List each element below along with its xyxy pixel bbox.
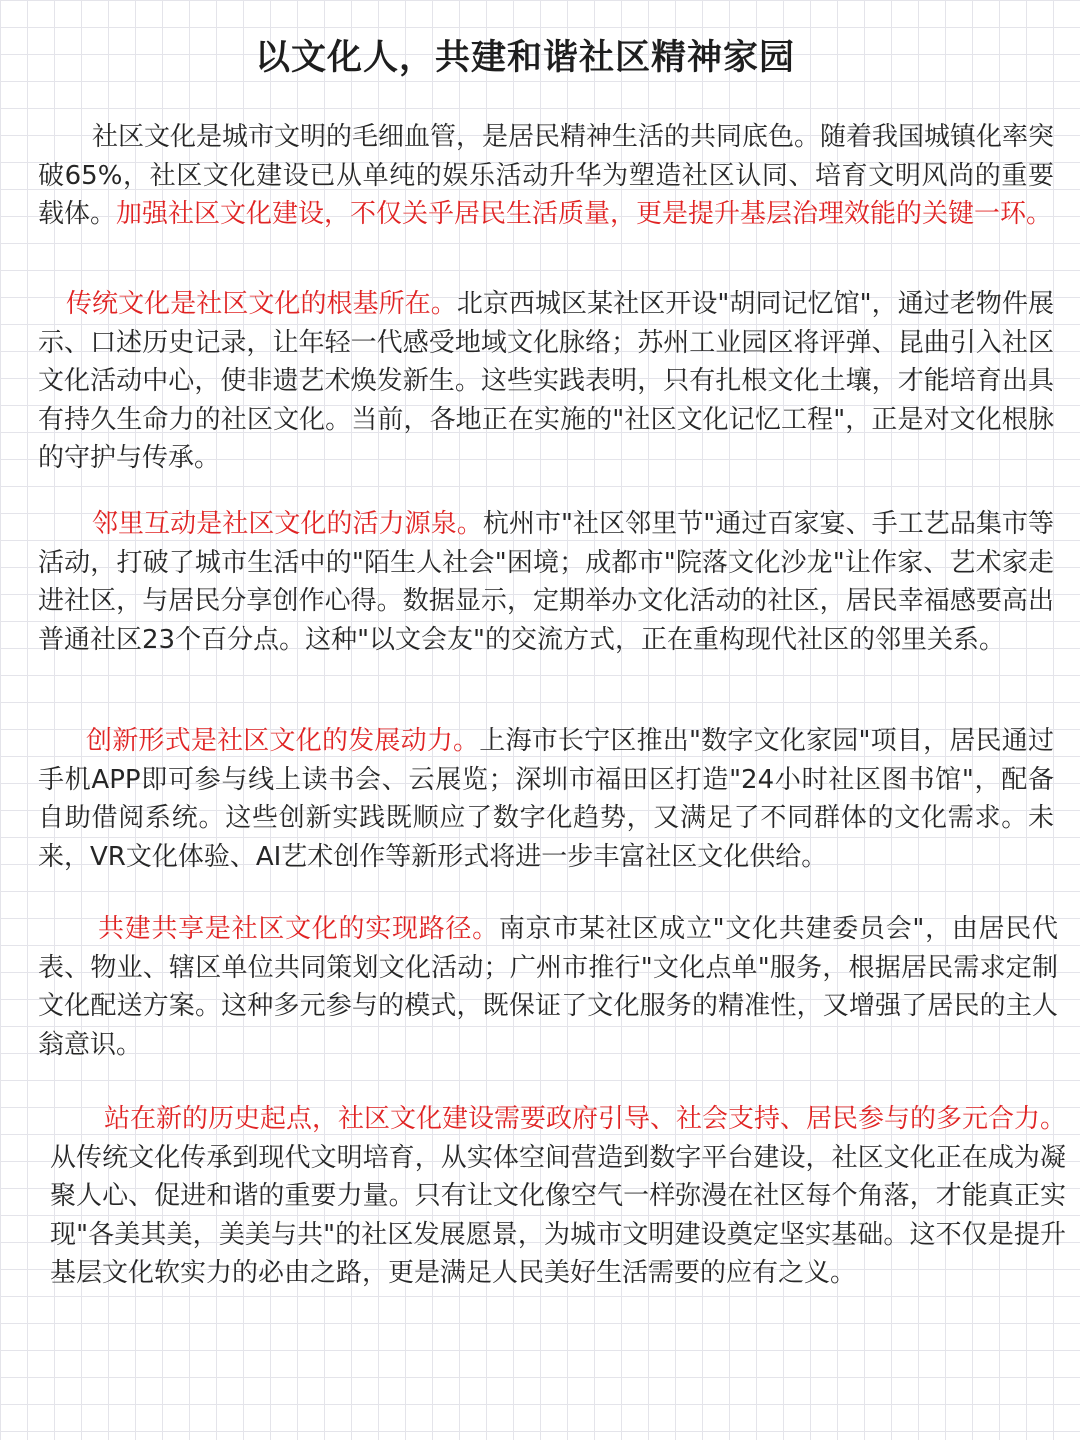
paragraph-highlight: 站在新的历史起点，社区文化建设需要政府引导、社会支持、居民参与的多元合力。 bbox=[104, 1104, 1067, 1134]
paragraph-body: 社区文化是城市文明的毛细血管，是居民精神生活的共同底色。随着我国城镇化率突破65%，社区文化建设已从单纯的娱乐活动升华为塑造社区认同、培育文明风尚的重要载体。 bbox=[38, 122, 1055, 229]
paragraph-co-building bbox=[38, 910, 1058, 1064]
paragraph-conclusion bbox=[50, 1100, 1066, 1293]
paragraph-highlight: 邻里互动是社区文化的活力源泉。 bbox=[92, 509, 483, 539]
paragraph-highlight: 创新形式是社区文化的发展动力。 bbox=[86, 726, 480, 756]
paragraph-body: 杭州市"社区邻里节"通过百家宴、手工艺品集市等活动，打破了城市生活中的"陌生人社会"困境；成都市"院落文化沙龙"让作家、艺术家走进社区，与居民分享创作心得。数据显示，定期举办文化活动的社区，居民幸福感要高出普通社区23个百分点。这种"以文会友"的交流方式，正在重构现代社区的邻里关系。 bbox=[38, 509, 1054, 655]
paragraph-innovation bbox=[38, 722, 1054, 876]
paragraph-body: 南京市某社区成立"文化共建委员会"，由居民代表、物业、辖区单位共同策划文化活动；广州市推行"文化点单"服务，根据居民需求定制文化配送方案。这种多元参与的模式，既保证了文化服务的精准性，又增强了居民的主人翁意识。 bbox=[38, 914, 1058, 1060]
paragraph-body: 从传统文化传承到现代文明培育，从实体空间营造到数字平台建设，社区文化正在成为凝聚人心、促进和谐的重要力量。只有让文化像空气一样弥漫在社区每个角落，才能真正实现"各美其美，美美与共"的社区发展愿景，为城市文明建设奠定坚实基础。这不仅是提升基层文化软实力的必由之路，更是满足人民美好生活需要的应有之义。 bbox=[50, 1142, 1066, 1288]
paragraph-neighbors bbox=[38, 505, 1054, 659]
paragraph-highlight: 传统文化是社区文化的根基所在。 bbox=[66, 289, 457, 319]
paragraph-intro bbox=[38, 118, 1054, 234]
paragraph-body: 上海市长宁区推出"数字文化家园"项目，居民通过手机APP即可参与线上读书会、云展览；深圳市福田区打造"24小时社区图书馆"，配备自助借阅系统。这些创新实践既顺应了数字化趋势，又满足了不同群体的文化需求。未来，VR文化体验、AI艺术创作等新形式将进一步丰富社区文化供给。 bbox=[38, 726, 1054, 872]
paragraph-highlight: 共建共享是社区文化的实现路径。 bbox=[98, 914, 499, 944]
paragraph-body: 北京西城区某社区开设"胡同记忆馆"，通过老物件展示、口述历史记录，让年轻一代感受地域文化脉络；苏州工业园区将评弹、昆曲引入社区文化活动中心，使非遗艺术焕发新生。这些实践表明，只有扎根文化土壤，才能培育出具有持久生命力的社区文化。当前，各地正在实施的"社区文化记忆工程"，正是对文化根脉的守护与传承。 bbox=[38, 289, 1054, 473]
paragraph-tradition bbox=[38, 285, 1054, 478]
article-title: 以文化人，共建和谐社区精神家园 bbox=[254, 38, 795, 78]
paragraph-highlight: 加强社区文化建设，不仅关乎居民生活质量，更是提升基层治理效能的关键一环。 bbox=[116, 199, 1053, 229]
